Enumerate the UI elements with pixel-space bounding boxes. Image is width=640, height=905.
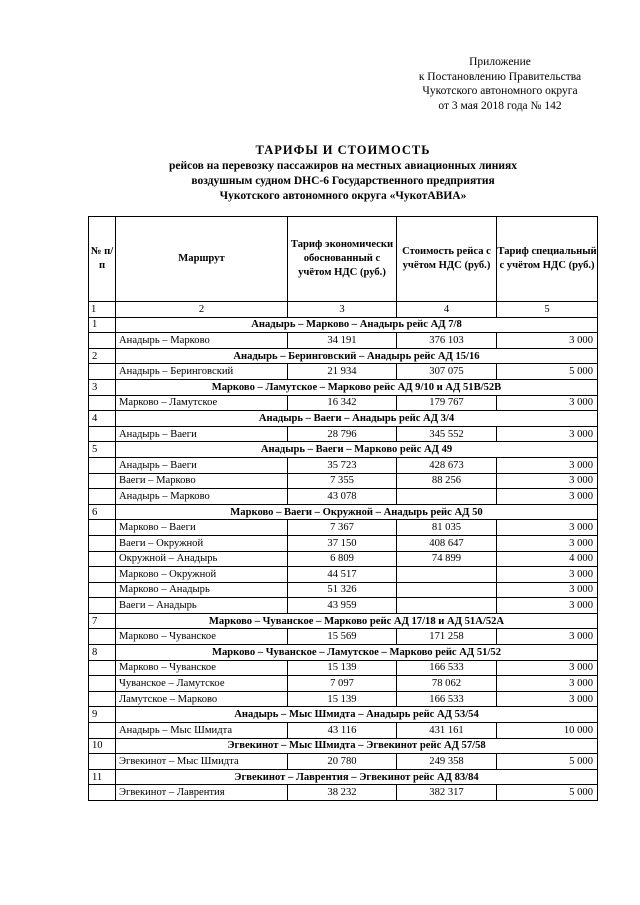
tariff-cell: 37 150 bbox=[288, 535, 397, 551]
cost-cell: 408 647 bbox=[397, 535, 497, 551]
special-tariff-cell: 4 000 bbox=[497, 551, 598, 567]
group-number: 2 bbox=[89, 348, 116, 364]
appendix-block bbox=[395, 55, 605, 113]
special-tariff-cell: 3 000 bbox=[497, 691, 598, 707]
empty-cell bbox=[89, 551, 116, 567]
empty-cell bbox=[89, 598, 116, 614]
special-tariff-cell: 10 000 bbox=[497, 723, 598, 739]
group-row bbox=[89, 442, 598, 458]
tariff-cell: 7 367 bbox=[288, 520, 397, 536]
table-row bbox=[89, 660, 598, 676]
route-cell: Анадырь – Беринговский bbox=[116, 364, 288, 380]
cost-cell: 376 103 bbox=[397, 333, 497, 349]
special-tariff-cell: 3 000 bbox=[497, 395, 598, 411]
tariff-cell: 15 139 bbox=[288, 691, 397, 707]
empty-cell bbox=[89, 535, 116, 551]
cost-cell bbox=[397, 598, 497, 614]
table-row bbox=[89, 535, 598, 551]
empty-cell bbox=[89, 676, 116, 692]
group-row bbox=[89, 738, 598, 754]
group-title: Анадырь – Марково – Анадырь рейс АД 7/8 bbox=[116, 317, 598, 333]
group-number: 6 bbox=[89, 504, 116, 520]
group-title: Анадырь – Ваеги – Марково рейс АД 49 bbox=[116, 442, 598, 458]
group-title: Эгвекинот – Лаврентия – Эгвекинот рейс АД 83/84 bbox=[116, 769, 598, 785]
route-cell: Ваеги – Окружной bbox=[116, 535, 288, 551]
table-row bbox=[89, 582, 598, 598]
table-row bbox=[89, 785, 598, 801]
document-title: ТАРИФЫ И СТОИМОСТЬ bbox=[255, 143, 431, 157]
group-title: Марково – Чуванское – Марково рейс АД 17/18 и АД 51А/52А bbox=[116, 613, 598, 629]
cost-cell: 88 256 bbox=[397, 473, 497, 489]
header-num: № п/п bbox=[89, 217, 116, 302]
special-tariff-cell: 3 000 bbox=[497, 567, 598, 583]
tariff-cell: 35 723 bbox=[288, 457, 397, 473]
table-row bbox=[89, 629, 598, 645]
cost-cell: 166 533 bbox=[397, 660, 497, 676]
special-tariff-cell: 3 000 bbox=[497, 660, 598, 676]
column-number: 2 bbox=[116, 302, 288, 318]
table-row bbox=[89, 333, 598, 349]
empty-cell bbox=[89, 473, 116, 489]
route-cell: Марково – Ваеги bbox=[116, 520, 288, 536]
table-row bbox=[89, 457, 598, 473]
special-tariff-cell: 3 000 bbox=[497, 598, 598, 614]
group-row bbox=[89, 769, 598, 785]
group-title: Марково – Ваеги – Окружной – Анадырь рейс АД 50 bbox=[116, 504, 598, 520]
appendix-line: к Постановлению Правительства bbox=[418, 70, 582, 83]
route-cell: Анадырь – Мыс Шмидта bbox=[116, 723, 288, 739]
route-cell: Эгвекинот – Мыс Шмидта bbox=[116, 754, 288, 770]
empty-cell bbox=[89, 520, 116, 536]
header-route: Маршрут bbox=[116, 217, 288, 302]
group-number: 7 bbox=[89, 613, 116, 629]
header-row bbox=[89, 217, 598, 302]
table-row bbox=[89, 489, 598, 505]
tariff-cell: 34 191 bbox=[288, 333, 397, 349]
special-tariff-cell: 3 000 bbox=[497, 457, 598, 473]
group-row bbox=[89, 348, 598, 364]
table-body bbox=[89, 317, 598, 800]
empty-cell bbox=[89, 567, 116, 583]
group-row bbox=[89, 317, 598, 333]
special-tariff-cell: 3 000 bbox=[497, 676, 598, 692]
group-row bbox=[89, 379, 598, 395]
route-cell: Анадырь – Ваеги bbox=[116, 457, 288, 473]
tariff-cell: 44 517 bbox=[288, 567, 397, 583]
special-tariff-cell: 3 000 bbox=[497, 473, 598, 489]
cost-cell bbox=[397, 582, 497, 598]
group-title: Марково – Ламутское – Марково рейс АД 9/10 и АД 51В/52В bbox=[116, 379, 598, 395]
group-row bbox=[89, 613, 598, 629]
group-number: 10 bbox=[89, 738, 116, 754]
appendix-line: Приложение bbox=[469, 56, 531, 68]
table-row bbox=[89, 395, 598, 411]
group-title: Анадырь – Беринговский – Анадырь рейс АД 15/16 bbox=[116, 348, 598, 364]
group-number: 4 bbox=[89, 411, 116, 427]
route-cell: Эгвекинот – Лаврентия bbox=[116, 785, 288, 801]
route-cell: Марково – Чуванское bbox=[116, 629, 288, 645]
empty-cell bbox=[89, 333, 116, 349]
cost-cell: 78 062 bbox=[397, 676, 497, 692]
empty-cell bbox=[89, 364, 116, 380]
group-row bbox=[89, 411, 598, 427]
cost-cell: 74 899 bbox=[397, 551, 497, 567]
tariff-cell: 38 232 bbox=[288, 785, 397, 801]
special-tariff-cell: 5 000 bbox=[497, 364, 598, 380]
cost-cell: 307 075 bbox=[397, 364, 497, 380]
group-title: Марково – Чуванское – Ламутское – Марково рейс АД 51/52 bbox=[116, 645, 598, 661]
route-cell: Анадырь – Марково bbox=[116, 489, 288, 505]
tariff-cell: 20 780 bbox=[288, 754, 397, 770]
appendix-line: Чукотского автономного округа bbox=[422, 85, 578, 97]
group-row bbox=[89, 504, 598, 520]
special-tariff-cell: 5 000 bbox=[497, 754, 598, 770]
tariff-table bbox=[88, 216, 598, 801]
group-number: 9 bbox=[89, 707, 116, 723]
empty-cell bbox=[89, 582, 116, 598]
table-row bbox=[89, 723, 598, 739]
empty-cell bbox=[89, 489, 116, 505]
heading-line: воздушным судном DHC-6 Государственного предприятия bbox=[191, 175, 495, 187]
route-cell: Анадырь – Ваеги bbox=[116, 426, 288, 442]
empty-cell bbox=[89, 395, 116, 411]
tariff-cell: 43 116 bbox=[288, 723, 397, 739]
tariff-cell: 7 355 bbox=[288, 473, 397, 489]
route-cell: Ламутское – Марково bbox=[116, 691, 288, 707]
cost-cell bbox=[397, 489, 497, 505]
table-row bbox=[89, 473, 598, 489]
special-tariff-cell: 3 000 bbox=[497, 520, 598, 536]
document-heading bbox=[90, 143, 596, 204]
cost-cell: 382 317 bbox=[397, 785, 497, 801]
group-number: 8 bbox=[89, 645, 116, 661]
route-cell: Чуванское – Ламутское bbox=[116, 676, 288, 692]
cost-cell: 171 258 bbox=[397, 629, 497, 645]
cost-cell: 166 533 bbox=[397, 691, 497, 707]
special-tariff-cell: 5 000 bbox=[497, 785, 598, 801]
empty-cell bbox=[89, 691, 116, 707]
header-cost: Стоимость рейса с учётом НДС (руб.) bbox=[397, 217, 497, 302]
tariff-cell: 7 097 bbox=[288, 676, 397, 692]
empty-cell bbox=[89, 723, 116, 739]
column-number-row bbox=[89, 302, 598, 318]
group-row bbox=[89, 707, 598, 723]
empty-cell bbox=[89, 426, 116, 442]
group-number: 3 bbox=[89, 379, 116, 395]
route-cell: Анадырь – Марково bbox=[116, 333, 288, 349]
special-tariff-cell: 3 000 bbox=[497, 426, 598, 442]
cost-cell: 431 161 bbox=[397, 723, 497, 739]
group-title: Анадырь – Мыс Шмидта – Анадырь рейс АД 53/54 bbox=[116, 707, 598, 723]
empty-cell bbox=[89, 660, 116, 676]
group-number: 1 bbox=[89, 317, 116, 333]
header-tariff: Тариф экономически обоснованный с учётом НДС (руб.) bbox=[288, 217, 397, 302]
tariff-cell: 21 934 bbox=[288, 364, 397, 380]
empty-cell bbox=[89, 785, 116, 801]
group-title: Анадырь – Ваеги – Анадырь рейс АД 3/4 bbox=[116, 411, 598, 427]
cost-cell: 179 767 bbox=[397, 395, 497, 411]
group-row bbox=[89, 645, 598, 661]
header-special: Тариф специальный с учётом НДС (руб.) bbox=[497, 217, 598, 302]
tariff-cell: 43 078 bbox=[288, 489, 397, 505]
cost-cell: 81 035 bbox=[397, 520, 497, 536]
route-cell: Ваеги – Марково bbox=[116, 473, 288, 489]
route-cell: Марково – Анадырь bbox=[116, 582, 288, 598]
special-tariff-cell: 3 000 bbox=[497, 582, 598, 598]
table-row bbox=[89, 551, 598, 567]
tariff-cell: 51 326 bbox=[288, 582, 397, 598]
table-row bbox=[89, 520, 598, 536]
tariff-cell: 43 959 bbox=[288, 598, 397, 614]
table-row bbox=[89, 426, 598, 442]
route-cell: Марково – Ламутское bbox=[116, 395, 288, 411]
tariff-cell: 15 139 bbox=[288, 660, 397, 676]
heading-line: Чукотского автономного округа «ЧукотАВИА» bbox=[219, 190, 467, 202]
cost-cell: 345 552 bbox=[397, 426, 497, 442]
group-number: 11 bbox=[89, 769, 116, 785]
tariff-cell: 16 342 bbox=[288, 395, 397, 411]
cost-cell: 249 358 bbox=[397, 754, 497, 770]
heading-line: рейсов на перевозку пассажиров на местных авиационных линиях bbox=[168, 160, 518, 172]
empty-cell bbox=[89, 629, 116, 645]
column-number: 5 bbox=[497, 302, 598, 318]
special-tariff-cell: 3 000 bbox=[497, 333, 598, 349]
column-number: 4 bbox=[397, 302, 497, 318]
column-number: 3 bbox=[288, 302, 397, 318]
route-cell: Окружной – Анадырь bbox=[116, 551, 288, 567]
table-row bbox=[89, 676, 598, 692]
table-row bbox=[89, 754, 598, 770]
table-row bbox=[89, 364, 598, 380]
group-title: Эгвекинот – Мыс Шмидта – Эгвекинот рейс АД 57/58 bbox=[116, 738, 598, 754]
special-tariff-cell: 3 000 bbox=[497, 535, 598, 551]
route-cell: Марково – Чуванское bbox=[116, 660, 288, 676]
table-row bbox=[89, 691, 598, 707]
route-cell: Марково – Окружной bbox=[116, 567, 288, 583]
group-number: 5 bbox=[89, 442, 116, 458]
tariff-cell: 15 569 bbox=[288, 629, 397, 645]
appendix-line: от 3 мая 2018 года № 142 bbox=[438, 99, 562, 112]
empty-cell bbox=[89, 457, 116, 473]
special-tariff-cell: 3 000 bbox=[497, 629, 598, 645]
cost-cell bbox=[397, 567, 497, 583]
cost-cell: 428 673 bbox=[397, 457, 497, 473]
column-number: 1 bbox=[89, 302, 116, 318]
special-tariff-cell: 3 000 bbox=[497, 489, 598, 505]
tariff-cell: 28 796 bbox=[288, 426, 397, 442]
tariff-cell: 6 809 bbox=[288, 551, 397, 567]
route-cell: Ваеги – Анадырь bbox=[116, 598, 288, 614]
table-row bbox=[89, 598, 598, 614]
empty-cell bbox=[89, 754, 116, 770]
table-row bbox=[89, 567, 598, 583]
